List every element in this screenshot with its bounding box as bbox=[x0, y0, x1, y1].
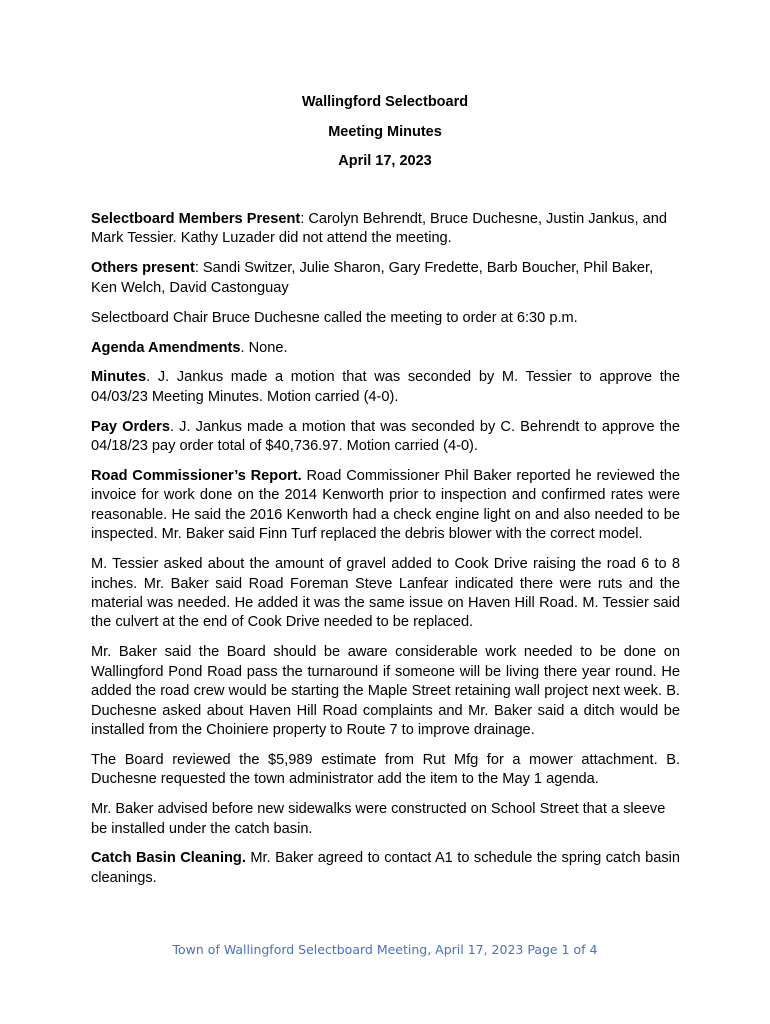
call-to-order-paragraph: Selectboard Chair Bruce Duchesne called the meeting to order at 6:30 p.m. bbox=[91, 309, 578, 326]
road-commissioner-paragraph bbox=[91, 467, 680, 545]
pay-orders-text: . J. Jankus made a motion that was seconded by C. Behrendt to approve the 04/18/23 pay order total of $40,736.97. Motion carried (4-0). bbox=[91, 418, 680, 455]
doc-type-title: Meeting Minutes bbox=[328, 124, 442, 140]
minutes-body bbox=[91, 210, 680, 899]
others-present-paragraph bbox=[91, 259, 680, 298]
agenda-amendments-paragraph bbox=[91, 339, 680, 358]
catch-basin-label: Catch Basin Cleaning. bbox=[91, 850, 246, 867]
catch-basin-text: Mr. Baker agreed to contact A1 to schedule the spring catch basin cleanings. bbox=[91, 850, 680, 886]
members-present-label: Selectboard Members Present bbox=[91, 211, 301, 227]
minutes-label: Minutes bbox=[91, 369, 147, 386]
catch-basin-paragraph bbox=[91, 849, 680, 888]
others-present-label: Others present bbox=[91, 260, 195, 277]
gravel-paragraph: M. Tessier asked about the amount of gravel added to Cook Drive raising the road 6 to 8 inches. Mr. Baker said Road Foreman Steve Lanfear indicated there were ruts and the material was needed. He added it was the same issue on Haven Hill Road. M. Tessier said the culvert at the end of Cook Drive needed to be replaced. bbox=[91, 556, 680, 631]
minutes-text: . J. Jankus made a motion that was seconded by M. Tessier to approve the 04/03/23 Meeting Minutes. Motion carried (4-0). bbox=[91, 369, 680, 405]
minutes-paragraph bbox=[91, 368, 680, 407]
others-present-text: : Sandi Switzer, Julie Sharon, Gary Fredette, Barb Boucher, Phil Baker, Ken Welch, David Castonguay bbox=[91, 260, 654, 296]
agenda-amendments-label: Agenda Amendments bbox=[91, 339, 241, 356]
mower-paragraph: The Board reviewed the $5,989 estimate from Rut Mfg for a mower attachment. B. Duchesne requested the town administrator add the item to the May 1 agenda. bbox=[91, 751, 680, 788]
meeting-date: April 17, 2023 bbox=[338, 153, 432, 169]
pay-orders-paragraph bbox=[91, 418, 680, 457]
org-title: Wallingford Selectboard bbox=[301, 94, 469, 110]
agenda-amendments-text: . None. bbox=[240, 339, 288, 356]
pay-orders-label: Pay Orders bbox=[91, 418, 170, 435]
members-present-paragraph bbox=[91, 210, 680, 249]
page-footer: Town of Wallingford Selectboard Meeting, April 17, 2023 Page 1 of 4 bbox=[172, 942, 598, 957]
sidewalks-paragraph: Mr. Baker advised before new sidewalks were constructed on School Street that a sleeve be installed under the catch basin. bbox=[91, 801, 666, 837]
pond-road-paragraph: Mr. Baker said the Board should be aware considerable work needed to be done on Wallingford Pond Road pass the turnaround if someone will be living there year round. He added the road crew would be starting the Maple Street retaining wall project next week. B. Duchesne asked about Haven Hill Road complaints and Mr. Baker said a ditch would be installed from the Choiniere property to Route 7 to improve drainage. bbox=[91, 644, 680, 738]
road-commissioner-text: Road Commissioner Phil Baker reported he reviewed the invoice for work done on the 2014 Kenworth prior to inspection and confirmed rates were reasonable. He said the 2016 Kenworth had a check engine light on and also needed to be inspected. Mr. Baker said Finn Turf replaced the debris blower with the correct model. bbox=[91, 468, 681, 543]
road-commissioner-label: Road Commissioner’s Report. bbox=[91, 468, 302, 485]
members-present-text: : Carolyn Behrendt, Bruce Duchesne, Justin Jankus, and Mark Tessier. Kathy Luzader did not attend the meeting. bbox=[91, 211, 667, 247]
